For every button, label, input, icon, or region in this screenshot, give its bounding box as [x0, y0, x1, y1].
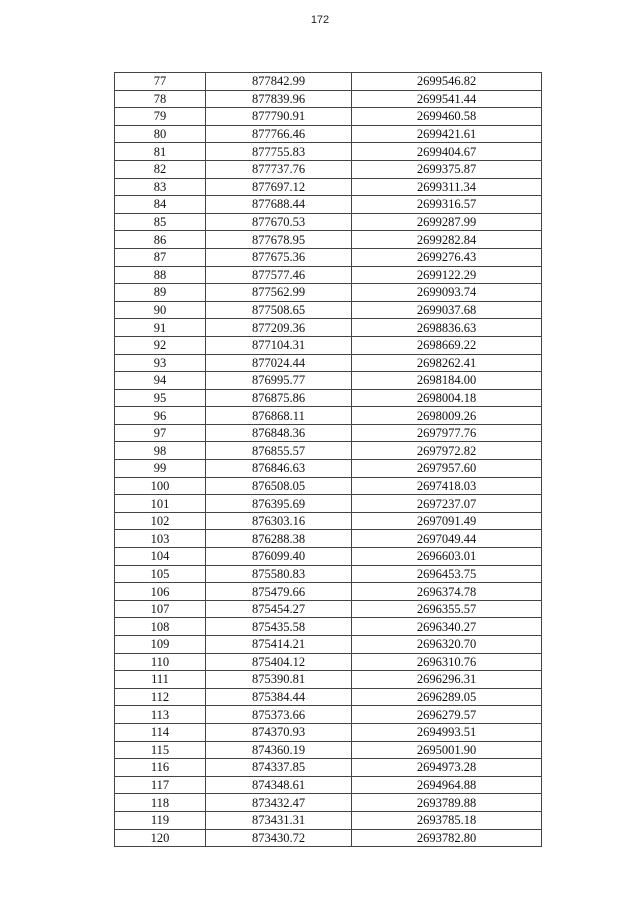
- table-row: [115, 442, 542, 460]
- x-coordinate-cell: 875384.44: [206, 688, 352, 706]
- table-row: [115, 424, 542, 442]
- y-coordinate-cell: 2696289.05: [352, 688, 542, 706]
- coordinates-table-body: [115, 73, 542, 847]
- point-number-cell: 109: [115, 636, 206, 654]
- table-row: [115, 372, 542, 390]
- y-coordinate-cell: 2696453.75: [352, 565, 542, 583]
- table-row: [115, 565, 542, 583]
- table-row: [115, 477, 542, 495]
- point-number-cell: 92: [115, 336, 206, 354]
- point-number-cell: 115: [115, 741, 206, 759]
- point-number-cell: 105: [115, 565, 206, 583]
- point-number-cell: 118: [115, 794, 206, 812]
- point-number-cell: 111: [115, 671, 206, 689]
- table-row: [115, 759, 542, 777]
- y-coordinate-cell: 2694993.51: [352, 723, 542, 741]
- x-coordinate-cell: 875390.81: [206, 671, 352, 689]
- y-coordinate-cell: 2699541.44: [352, 90, 542, 108]
- y-coordinate-cell: 2696603.01: [352, 548, 542, 566]
- table-row: [115, 811, 542, 829]
- point-number-cell: 108: [115, 618, 206, 636]
- x-coordinate-cell: 873431.31: [206, 811, 352, 829]
- x-coordinate-cell: 873432.47: [206, 794, 352, 812]
- x-coordinate-cell: 874360.19: [206, 741, 352, 759]
- x-coordinate-cell: 875454.27: [206, 600, 352, 618]
- y-coordinate-cell: 2699282.84: [352, 231, 542, 249]
- point-number-cell: 112: [115, 688, 206, 706]
- y-coordinate-cell: 2698184.00: [352, 372, 542, 390]
- table-row: [115, 776, 542, 794]
- point-number-cell: 87: [115, 248, 206, 266]
- x-coordinate-cell: 876508.05: [206, 477, 352, 495]
- point-number-cell: 90: [115, 301, 206, 319]
- y-coordinate-cell: 2696279.57: [352, 706, 542, 724]
- y-coordinate-cell: 2697418.03: [352, 477, 542, 495]
- table-row: [115, 794, 542, 812]
- y-coordinate-cell: 2696320.70: [352, 636, 542, 654]
- x-coordinate-cell: 877508.65: [206, 301, 352, 319]
- table-row: [115, 723, 542, 741]
- point-number-cell: 106: [115, 583, 206, 601]
- x-coordinate-cell: 874337.85: [206, 759, 352, 777]
- table-row: [115, 495, 542, 513]
- y-coordinate-cell: 2699460.58: [352, 108, 542, 126]
- table-row: [115, 213, 542, 231]
- x-coordinate-cell: 875414.21: [206, 636, 352, 654]
- point-number-cell: 117: [115, 776, 206, 794]
- y-coordinate-cell: 2697977.76: [352, 424, 542, 442]
- coordinates-table: [114, 72, 542, 847]
- table-row: [115, 829, 542, 847]
- x-coordinate-cell: 874370.93: [206, 723, 352, 741]
- y-coordinate-cell: 2699311.34: [352, 178, 542, 196]
- table-row: [115, 125, 542, 143]
- point-number-cell: 107: [115, 600, 206, 618]
- point-number-cell: 103: [115, 530, 206, 548]
- x-coordinate-cell: 876868.11: [206, 407, 352, 425]
- x-coordinate-cell: 877209.36: [206, 319, 352, 337]
- x-coordinate-cell: 876395.69: [206, 495, 352, 513]
- y-coordinate-cell: 2698262.41: [352, 354, 542, 372]
- y-coordinate-cell: 2693789.88: [352, 794, 542, 812]
- point-number-cell: 77: [115, 73, 206, 91]
- point-number-cell: 96: [115, 407, 206, 425]
- x-coordinate-cell: 877562.99: [206, 284, 352, 302]
- x-coordinate-cell: 877675.36: [206, 248, 352, 266]
- point-number-cell: 94: [115, 372, 206, 390]
- y-coordinate-cell: 2699093.74: [352, 284, 542, 302]
- point-number-cell: 88: [115, 266, 206, 284]
- table-row: [115, 248, 542, 266]
- point-number-cell: 98: [115, 442, 206, 460]
- point-number-cell: 99: [115, 460, 206, 478]
- x-coordinate-cell: 876848.36: [206, 424, 352, 442]
- y-coordinate-cell: 2694964.88: [352, 776, 542, 794]
- table-row: [115, 196, 542, 214]
- table-row: [115, 319, 542, 337]
- table-row: [115, 706, 542, 724]
- x-coordinate-cell: 877104.31: [206, 336, 352, 354]
- x-coordinate-cell: 876995.77: [206, 372, 352, 390]
- y-coordinate-cell: 2697091.49: [352, 512, 542, 530]
- x-coordinate-cell: 877790.91: [206, 108, 352, 126]
- point-number-cell: 81: [115, 143, 206, 161]
- x-coordinate-cell: 876846.63: [206, 460, 352, 478]
- table-row: [115, 284, 542, 302]
- x-coordinate-cell: 877678.95: [206, 231, 352, 249]
- x-coordinate-cell: 874348.61: [206, 776, 352, 794]
- table-row: [115, 460, 542, 478]
- x-coordinate-cell: 877024.44: [206, 354, 352, 372]
- x-coordinate-cell: 877577.46: [206, 266, 352, 284]
- x-coordinate-cell: 875479.66: [206, 583, 352, 601]
- table-row: [115, 90, 542, 108]
- y-coordinate-cell: 2698004.18: [352, 389, 542, 407]
- page-number: 172: [310, 14, 330, 26]
- point-number-cell: 82: [115, 160, 206, 178]
- point-number-cell: 95: [115, 389, 206, 407]
- y-coordinate-cell: 2697957.60: [352, 460, 542, 478]
- x-coordinate-cell: 876855.57: [206, 442, 352, 460]
- x-coordinate-cell: 877839.96: [206, 90, 352, 108]
- table-row: [115, 73, 542, 91]
- table-row: [115, 301, 542, 319]
- y-coordinate-cell: 2699276.43: [352, 248, 542, 266]
- table-row: [115, 583, 542, 601]
- point-number-cell: 102: [115, 512, 206, 530]
- point-number-cell: 89: [115, 284, 206, 302]
- y-coordinate-cell: 2696355.57: [352, 600, 542, 618]
- y-coordinate-cell: 2694973.28: [352, 759, 542, 777]
- y-coordinate-cell: 2696374.78: [352, 583, 542, 601]
- y-coordinate-cell: 2698669.22: [352, 336, 542, 354]
- table-row: [115, 389, 542, 407]
- point-number-cell: 78: [115, 90, 206, 108]
- point-number-cell: 116: [115, 759, 206, 777]
- y-coordinate-cell: 2698836.63: [352, 319, 542, 337]
- table-row: [115, 266, 542, 284]
- x-coordinate-cell: 877842.99: [206, 73, 352, 91]
- y-coordinate-cell: 2698009.26: [352, 407, 542, 425]
- table-row: [115, 178, 542, 196]
- x-coordinate-cell: 877755.83: [206, 143, 352, 161]
- point-number-cell: 100: [115, 477, 206, 495]
- point-number-cell: 80: [115, 125, 206, 143]
- point-number-cell: 83: [115, 178, 206, 196]
- table-row: [115, 653, 542, 671]
- x-coordinate-cell: 877688.44: [206, 196, 352, 214]
- point-number-cell: 110: [115, 653, 206, 671]
- x-coordinate-cell: 876875.86: [206, 389, 352, 407]
- y-coordinate-cell: 2699546.82: [352, 73, 542, 91]
- point-number-cell: 86: [115, 231, 206, 249]
- table-row: [115, 636, 542, 654]
- y-coordinate-cell: 2693782.80: [352, 829, 542, 847]
- table-row: [115, 512, 542, 530]
- table-row: [115, 548, 542, 566]
- point-number-cell: 120: [115, 829, 206, 847]
- y-coordinate-cell: 2696296.31: [352, 671, 542, 689]
- y-coordinate-cell: 2697049.44: [352, 530, 542, 548]
- x-coordinate-cell: 876303.16: [206, 512, 352, 530]
- table-row: [115, 618, 542, 636]
- point-number-cell: 101: [115, 495, 206, 513]
- point-number-cell: 79: [115, 108, 206, 126]
- y-coordinate-cell: 2695001.90: [352, 741, 542, 759]
- table-row: [115, 741, 542, 759]
- y-coordinate-cell: 2699421.61: [352, 125, 542, 143]
- y-coordinate-cell: 2699287.99: [352, 213, 542, 231]
- x-coordinate-cell: 875435.58: [206, 618, 352, 636]
- point-number-cell: 114: [115, 723, 206, 741]
- table-row: [115, 336, 542, 354]
- x-coordinate-cell: 877670.53: [206, 213, 352, 231]
- table-row: [115, 600, 542, 618]
- y-coordinate-cell: 2699375.87: [352, 160, 542, 178]
- y-coordinate-cell: 2697237.07: [352, 495, 542, 513]
- table-row: [115, 530, 542, 548]
- point-number-cell: 113: [115, 706, 206, 724]
- y-coordinate-cell: 2696340.27: [352, 618, 542, 636]
- x-coordinate-cell: 877697.12: [206, 178, 352, 196]
- y-coordinate-cell: 2696310.76: [352, 653, 542, 671]
- point-number-cell: 85: [115, 213, 206, 231]
- point-number-cell: 97: [115, 424, 206, 442]
- x-coordinate-cell: 875373.66: [206, 706, 352, 724]
- point-number-cell: 91: [115, 319, 206, 337]
- table-row: [115, 143, 542, 161]
- x-coordinate-cell: 877737.76: [206, 160, 352, 178]
- table-row: [115, 671, 542, 689]
- x-coordinate-cell: 875404.12: [206, 653, 352, 671]
- x-coordinate-cell: 876099.40: [206, 548, 352, 566]
- y-coordinate-cell: 2697972.82: [352, 442, 542, 460]
- table-row: [115, 108, 542, 126]
- y-coordinate-cell: 2699122.29: [352, 266, 542, 284]
- y-coordinate-cell: 2699404.67: [352, 143, 542, 161]
- y-coordinate-cell: 2699037.68: [352, 301, 542, 319]
- table-row: [115, 407, 542, 425]
- x-coordinate-cell: 876288.38: [206, 530, 352, 548]
- point-number-cell: 104: [115, 548, 206, 566]
- table-row: [115, 688, 542, 706]
- point-number-cell: 119: [115, 811, 206, 829]
- y-coordinate-cell: 2699316.57: [352, 196, 542, 214]
- table-row: [115, 354, 542, 372]
- table-row: [115, 231, 542, 249]
- y-coordinate-cell: 2693785.18: [352, 811, 542, 829]
- x-coordinate-cell: 877766.46: [206, 125, 352, 143]
- table-row: [115, 160, 542, 178]
- x-coordinate-cell: 873430.72: [206, 829, 352, 847]
- x-coordinate-cell: 875580.83: [206, 565, 352, 583]
- point-number-cell: 84: [115, 196, 206, 214]
- point-number-cell: 93: [115, 354, 206, 372]
